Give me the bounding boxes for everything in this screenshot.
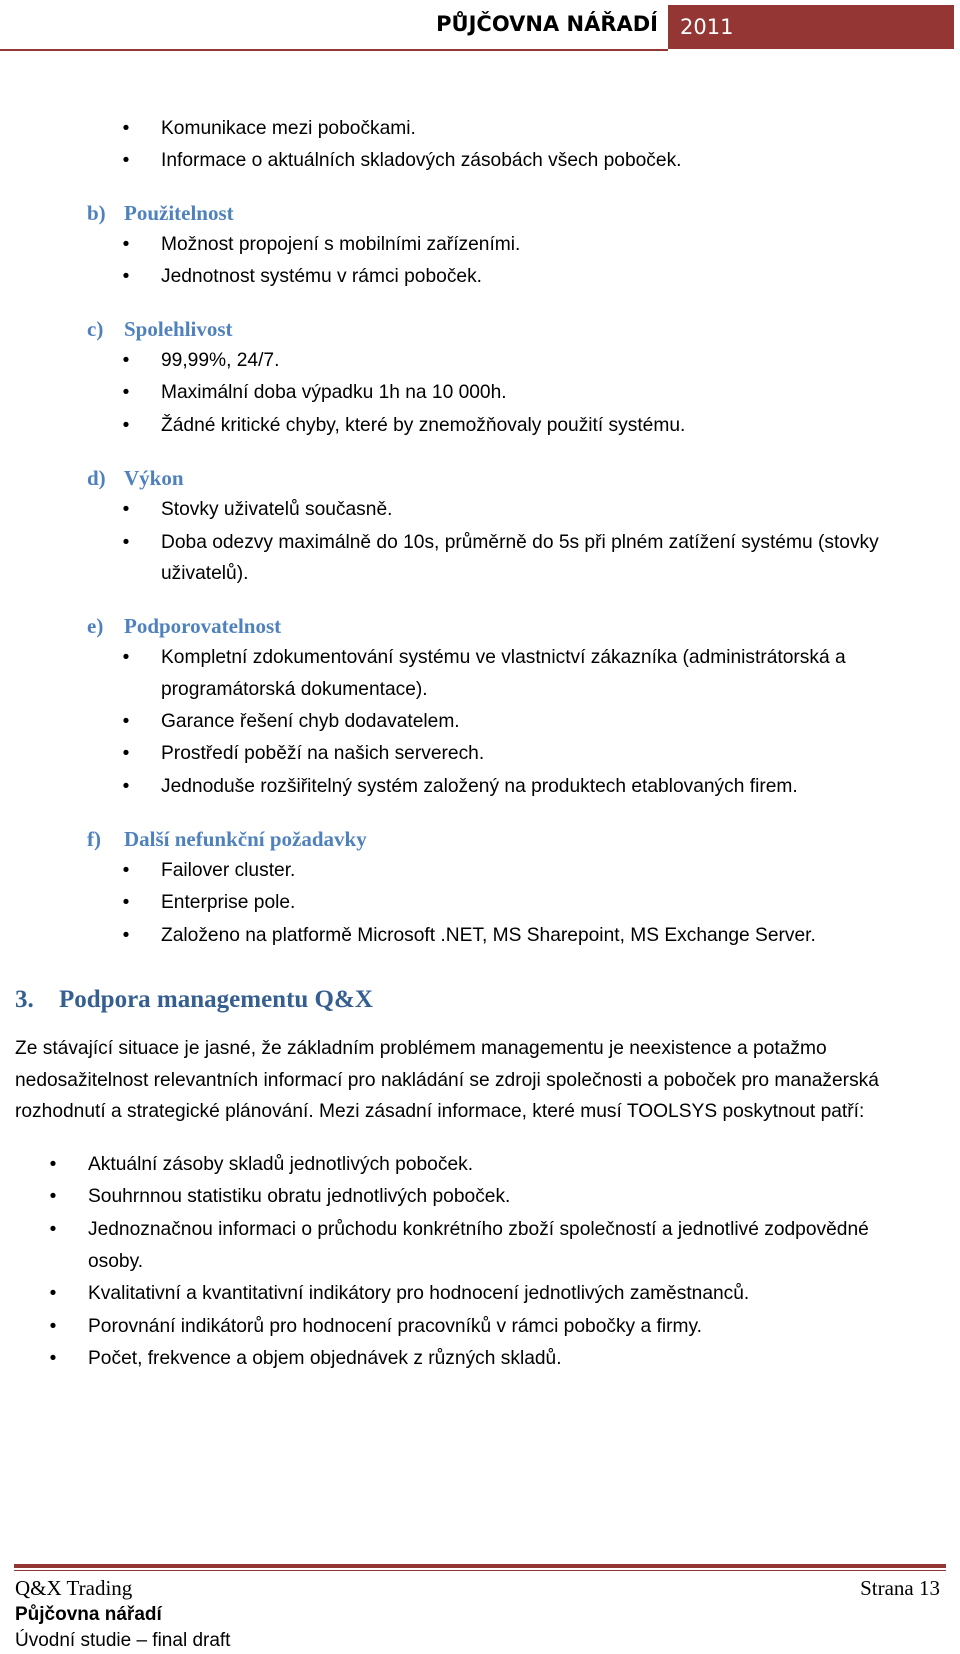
list-item: • Enterprise pole. (161, 887, 295, 919)
bullet-icon: • (122, 892, 130, 913)
list-item: • Kvalitativní a kvantitativní indikátory pro hodnocení jednotlivých zaměstnanců. (88, 1278, 749, 1310)
section-heading-f: f) Další nefunkční požadavky (87, 827, 367, 851)
footer-company: Q&X Trading (15, 1576, 133, 1600)
page-header (0, 0, 960, 52)
bullet-icon: • (122, 925, 130, 946)
section-heading-e: e) Podporovatelnost (87, 614, 282, 638)
footer-product: Půjčovna nářadí (15, 1604, 162, 1625)
list-item: • Maximální doba výpadku 1h na 10 000h. (161, 377, 507, 409)
list-item: • Založeno na platformě Microsoft .NET, MS Sharepoint, MS Exchange Server. (161, 920, 816, 952)
bullet-icon: • (122, 382, 130, 403)
section-heading-c: c) Spolehlivost (87, 317, 233, 341)
header-year: 2011 (668, 5, 954, 49)
section-heading-d: d) Výkon (87, 466, 184, 490)
header-title: PŮJČOVNA NÁŘADÍ (436, 12, 658, 36)
bullet-icon: • (122, 532, 130, 553)
list-item: • Jednoduše rozšiřitelný systém založený na produktech etablovaných firem. (161, 771, 798, 803)
bullet-icon: • (122, 150, 130, 171)
bullet-icon: • (122, 118, 130, 139)
bullet-icon: • (122, 266, 130, 287)
list-item: • Kompletní zdokumentování systému ve vlastnictví zákazníka (administrátorská a (161, 642, 846, 674)
list-item: • Doba odezvy maximálně do 10s, průměrně do 5s při plném zatížení systému (stovky (161, 527, 879, 559)
list-item: • Informace o aktuálních skladových zásobách všech poboček. (161, 145, 682, 177)
list-item-continuation: osoby. (88, 1251, 144, 1272)
list-item: • Počet, frekvence a objem objednávek z různých skladů. (88, 1343, 562, 1375)
bullet-icon: • (122, 743, 130, 764)
list-item: • Prostředí poběží na našich serverech. (161, 738, 484, 770)
footer-rule (14, 1564, 946, 1568)
section-heading-b: b) Použitelnost (87, 201, 234, 225)
bullet-icon: • (49, 1316, 57, 1337)
list-item: • Jednoznačnou informaci o průchodu konkrétního zboží společností a jednotlivé zodpovědné (88, 1214, 869, 1246)
page-number: Strana 13 (860, 1576, 940, 1600)
chapter-paragraph: Ze stávající situace je jasné, že základním problémem managementu je neexistence a potažmo nedosažitelnost relevantních informací pro nakládání se zdroji společnosti a poboček pro manažerská rozhodnutí a strategické plánování. Mezi zásadní informace, které musí TOOLSYS poskytnout patří: (15, 1038, 879, 1122)
list-item: • Souhrnnou statistiku obratu jednotlivých poboček. (88, 1181, 510, 1213)
bullet-icon: • (122, 647, 130, 668)
bullet-icon: • (122, 415, 130, 436)
bullet-icon: • (49, 1219, 57, 1240)
bullet-icon: • (122, 234, 130, 255)
footer-study: Úvodní studie – final draft (15, 1630, 231, 1651)
bullet-icon: • (49, 1186, 57, 1207)
list-item-continuation: programátorská dokumentace). (161, 679, 428, 700)
list-item: • 99,99%, 24/7. (161, 345, 279, 377)
header-rule (0, 49, 668, 51)
bullet-icon: • (49, 1283, 57, 1304)
bullet-icon: • (122, 711, 130, 732)
list-item-continuation: uživatelů). (161, 563, 249, 584)
bullet-icon: • (49, 1154, 57, 1175)
bullet-icon: • (122, 499, 130, 520)
list-item: • Stovky uživatelů současně. (161, 494, 392, 526)
footer-rule-thin (14, 1570, 946, 1571)
list-item: • Žádné kritické chyby, které by znemožňovaly použití systému. (161, 410, 685, 442)
bullet-icon: • (49, 1348, 57, 1369)
chapter-heading: 3. Podpora managementu Q&X (15, 986, 373, 1013)
list-item: • Porovnání indikátorů pro hodnocení pracovníků v rámci pobočky a firmy. (88, 1311, 702, 1343)
bullet-icon: • (122, 350, 130, 371)
list-item: • Komunikace mezi pobočkami. (161, 113, 416, 145)
list-item: • Možnost propojení s mobilními zařízeními. (161, 229, 520, 261)
bullet-icon: • (122, 860, 130, 881)
bullet-icon: • (122, 776, 130, 797)
list-item: • Jednotnost systému v rámci poboček. (161, 261, 482, 293)
list-item: • Aktuální zásoby skladů jednotlivých poboček. (88, 1149, 473, 1181)
footer-info (15, 1575, 230, 1654)
list-item: • Garance řešení chyb dodavatelem. (161, 706, 460, 738)
list-item: • Failover cluster. (161, 855, 295, 887)
